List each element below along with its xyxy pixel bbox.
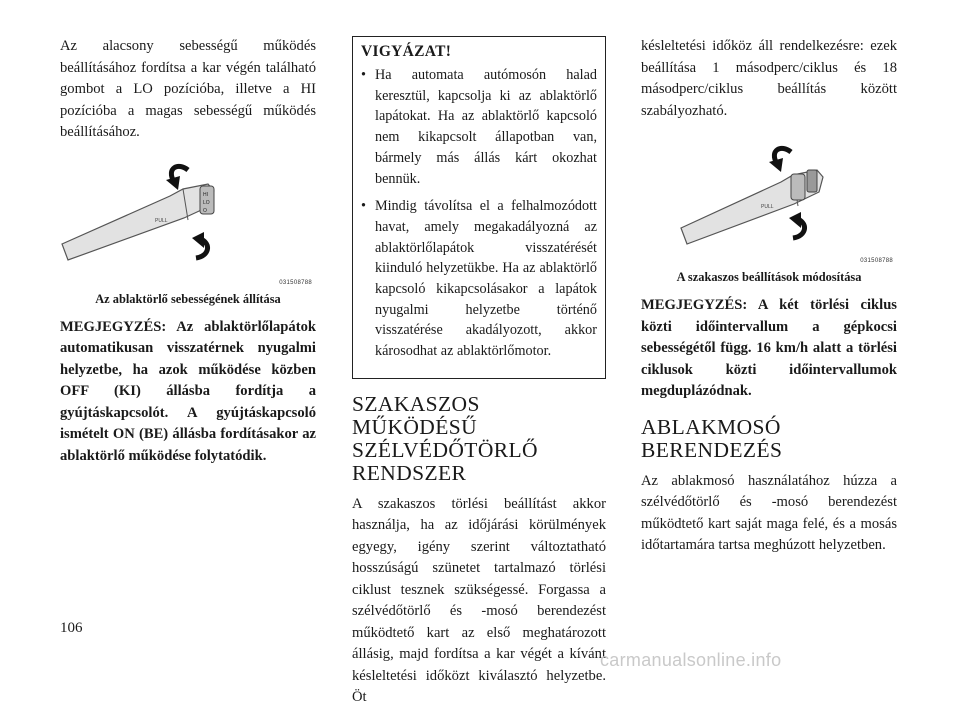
intro-paragraph: késleltetési időköz áll rendelkezésre: ezek beállítása 1 másodperc/ciklus és 18 másodperc/ciklus beállítás között szabályozható. — [641, 38, 897, 119]
warning-box — [352, 36, 606, 379]
warning-item: • Mindig távolítsa el a felhalmozódott havat, amely megakadályozná az ablaktörlőlapátok visszatérését kiinduló helyzetükbe. Ha az ablaktörlő kapcsoló kikapcsolásakor a lapátok nyugalmi helyzetbe történő visszatérése akadályozott, akkor károsodhat az ablaktörlőmotor. — [361, 196, 597, 362]
warning-list — [361, 65, 597, 362]
wiper-stalk-illustration — [60, 160, 316, 288]
svg-text:LO: LO — [203, 199, 210, 206]
warning-item: • Ha automata autómosón halad keresztül, kapcsolja ki az ablaktörlő lapátokat. Ha az ablaktörlő kapcsoló nem kikapcsolt állapotban van, bármely más állás kárt okozhat bennük. — [361, 65, 597, 189]
watermark: carmanualsonline.info — [600, 650, 782, 670]
svg-text:PULL: PULL — [761, 204, 774, 210]
section-heading: ABLAKMOSÓ BERENDEZÉS — [641, 414, 783, 462]
intro-paragraph: Az alacsony sebességű működés beállításához fordítsa a kar végén található gombot a LO pozícióba, illetve a HI pozícióba a magas sebességű működés beállításához. — [60, 38, 316, 140]
body-paragraph: Az ablakmosó használatához húzza a szélvédőtörlő és -mosó berendezést működtető kart saját maga felé, és a mosás időtartamára tartsa meghúzott helyzetben. — [641, 472, 897, 553]
column-right — [641, 36, 897, 557]
svg-text:HI: HI — [203, 191, 208, 198]
body-paragraph: A szakaszos törlési beállítást akkor használja, ha az időjárási körülmények egyegy, igény szerint változtatható hosszúságú szünetet tartalmazó törlési ciklust tesznek szükségessé. Forgassa a szélvédőtörlő és -mosó berendezést működtető kart az első meghatározott állásig, majd fordítsa a kar végét a kívánt késleltetési időközt kiválasztó helyzetbe. Öt — [352, 495, 606, 706]
figure-code: 031508788 — [279, 279, 312, 286]
figure-caption: Az ablaktörlő sebességének állítása — [95, 291, 281, 306]
section-heading: SZAKASZOS MŰKÖDÉSŰ SZÉLVÉDŐTÖRLŐ RENDSZER — [352, 391, 538, 485]
figure-caption: A szakaszos beállítások módosítása — [676, 270, 862, 284]
note-paragraph: MEGJEGYZÉS: Az ablaktörlőlapátok automatikusan visszatérnek nyugalmi helyzetbe, ha azok működése közben OFF (KI) állásba fordítja a gyújtáskapcsolót. A gyújtáskapcsoló ismételt ON (BE) állásba fordításakor az ablaktörlő működése folytatódik. — [60, 318, 316, 464]
figure-code: 031508788 — [860, 258, 893, 264]
svg-text:O: O — [203, 207, 207, 214]
warning-title: VIGYÁZAT! — [361, 43, 452, 60]
column-left — [60, 36, 316, 467]
wiper-stalk-illustration — [641, 138, 897, 266]
svg-text:PULL: PULL — [155, 217, 168, 224]
note-paragraph: MEGJEGYZÉS: A két törlési ciklus közti időintervallum a gépkocsi sebességétől függ. 16 km/h alatt a törlési ciklusok közti időintervallumok megduplázódnak. — [641, 297, 897, 399]
intermittent-figure — [641, 138, 897, 266]
column-middle — [352, 36, 606, 709]
wiper-speed-figure — [60, 160, 316, 288]
page-number: 106 — [60, 620, 83, 636]
